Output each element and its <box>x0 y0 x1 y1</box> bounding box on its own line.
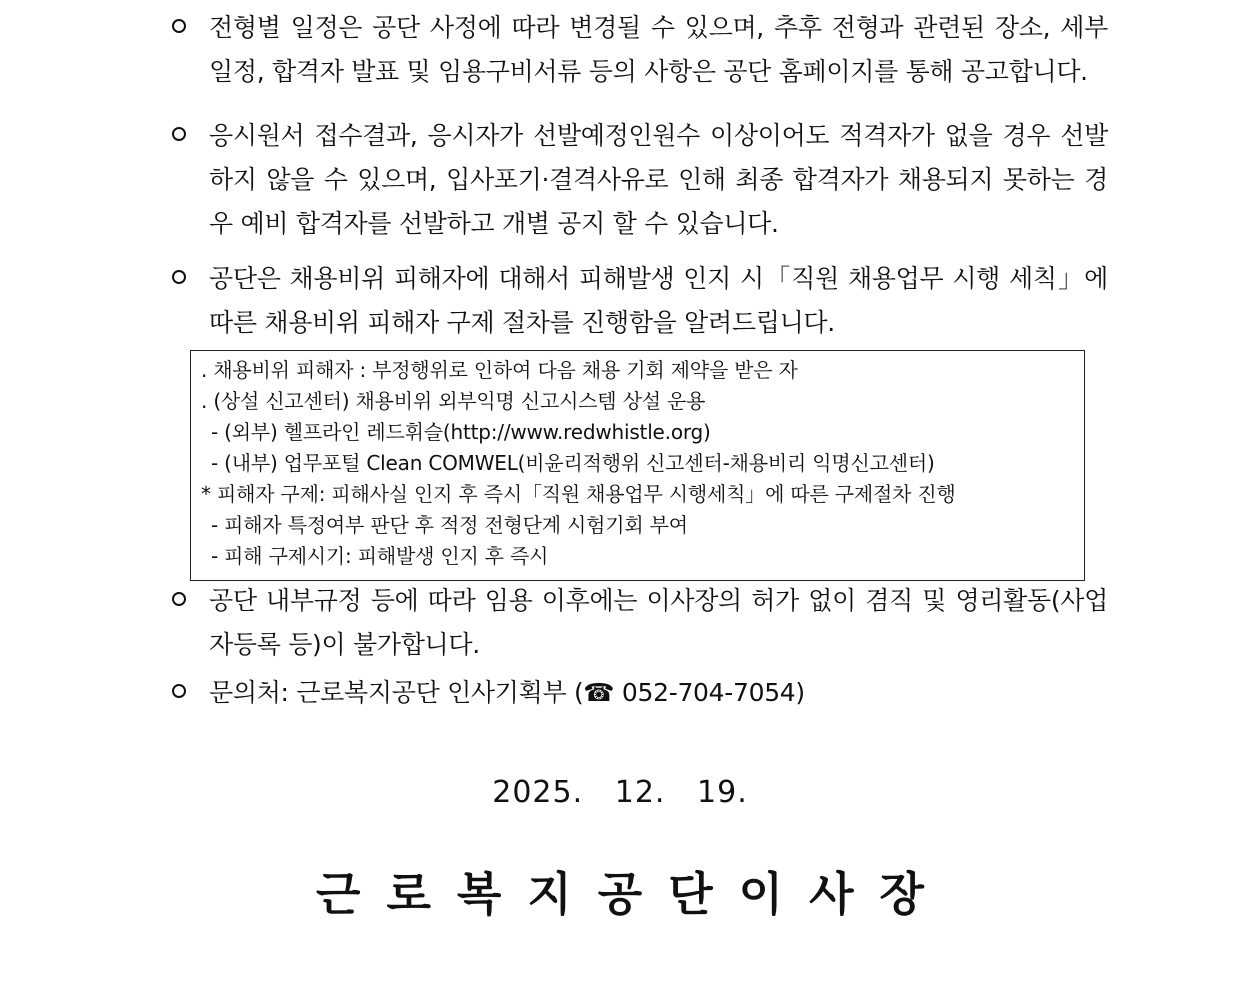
info-line-internal-portal: - (내부) 업무포털 Clean COMWEL(비윤리적행위 신고센터-채용비리 익명신고센터) <box>211 451 935 475</box>
info-line-report-center: . (상설 신고센터) 채용비위 외부익명 신고시스템 상설 운용 <box>201 389 706 413</box>
circle-bullet-icon <box>172 19 186 33</box>
circle-bullet-icon <box>172 270 186 284</box>
notice-contact <box>172 671 1108 715</box>
info-line-victim-definition: . 채용비위 피해자 : 부정행위로 인하여 다음 채용 기회 제약을 받은 자 <box>201 358 798 382</box>
circle-bullet-icon <box>172 684 186 698</box>
contact-text: 문의처: 근로복지공단 인사기획부 (☎ 052-704-7054) <box>209 678 805 707</box>
info-line-exam-opportunity: - 피해자 특정여부 판단 후 적정 전형단계 시험기회 부여 <box>211 513 688 537</box>
notice-victim-relief <box>172 257 1108 345</box>
notice-no-qualified <box>172 114 1108 246</box>
notice-schedule-change <box>172 6 1108 94</box>
issuer-name: 근로복지공단이사장 <box>316 867 950 921</box>
info-line-external-helpline: - (외부) 헬프라인 레드휘슬(http://www.redwhistle.org) <box>211 420 711 444</box>
circle-bullet-icon <box>172 127 186 141</box>
notice-text: 공단 내부규정 등에 따라 임용 이후에는 이사장의 허가 없이 겸직 및 영리활동(사업자등록 등)이 불가합니다. <box>209 586 1108 659</box>
info-line-victim-relief: * 피해자 구제: 피해사실 인지 후 즉시「직원 채용업무 시행세칙」에 따른 구제절차 진행 <box>201 482 956 506</box>
notice-text: 응시원서 접수결과, 응시자가 선발예정인원수 이상이어도 적격자가 없을 경우 선발하지 않을 수 있으며, 입사포기·결격사유로 인해 최종 합격자가 채용되지 못하는 경우 예비 합격자를 선발하고 개별 공지 할 수 있습니다. <box>209 121 1108 238</box>
notice-dual-employment <box>172 579 1108 667</box>
announcement-date: 2025. 12. 19. <box>492 775 748 810</box>
notice-text: 공단은 채용비위 피해자에 대해서 피해발생 인지 시「직원 채용업무 시행 세칙」에 따른 채용비위 피해자 구제 절차를 진행함을 알려드립니다. <box>209 264 1108 337</box>
victim-relief-info-box <box>190 350 1085 581</box>
circle-bullet-icon <box>172 592 186 606</box>
notice-text: 전형별 일정은 공단 사정에 따라 변경될 수 있으며, 추후 전형과 관련된 장소, 세부 일정, 합격자 발표 및 임용구비서류 등의 사항은 공단 홈페이지를 통해 공고합니다. <box>209 13 1108 86</box>
info-line-relief-timing: - 피해 구제시기: 피해발생 인지 후 즉시 <box>211 544 549 568</box>
